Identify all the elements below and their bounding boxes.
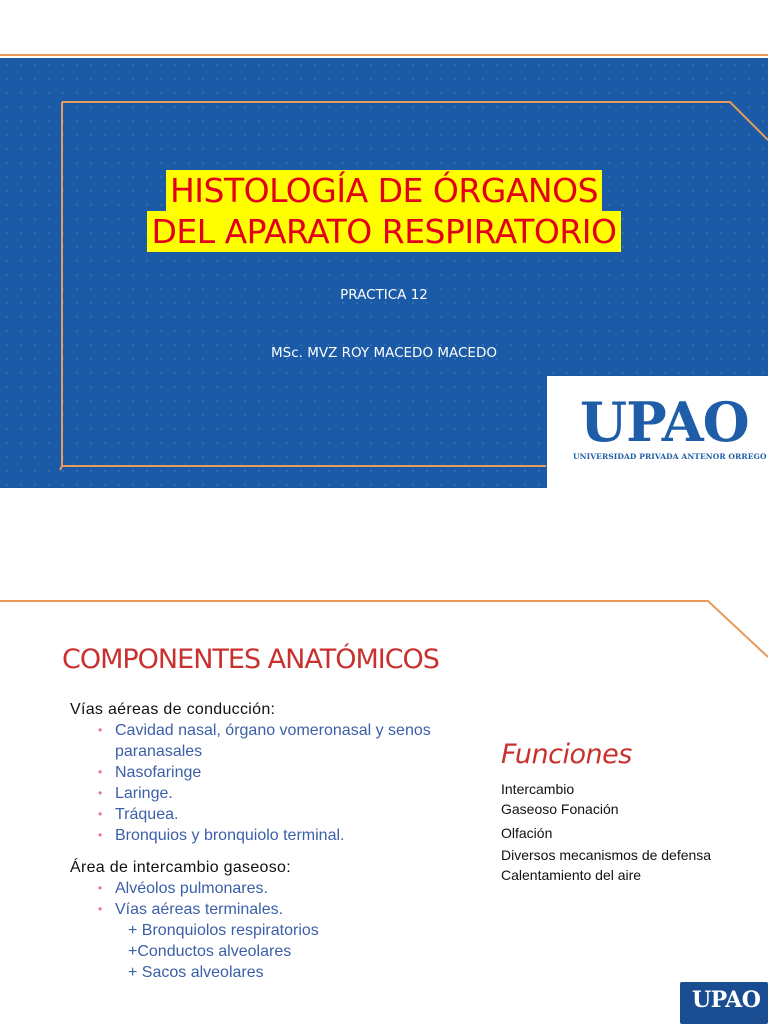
list-item: • Nasofaringe <box>98 764 202 781</box>
slide-title <box>0 170 768 252</box>
bullet-icon: • <box>98 828 103 842</box>
exchange-list <box>96 878 490 920</box>
practice-label: PRACTICA 12 <box>340 287 428 303</box>
footer-logo-text: UPAO <box>692 987 761 1013</box>
title-slide <box>0 0 768 490</box>
exchange-sublist <box>128 920 490 983</box>
bullet-icon: • <box>98 786 103 800</box>
function-item: Intercambio <box>501 781 575 797</box>
footer-logo <box>680 982 768 1024</box>
components-slide <box>0 595 768 1024</box>
list-item: • Vías aéreas terminales. <box>98 901 284 918</box>
function-item: Diversos mecanismos de defensa <box>501 847 712 863</box>
bullet-icon: • <box>98 807 103 821</box>
list-item: • Laringe. <box>98 785 173 802</box>
list-item: • Bronquios y bronquiolo terminal. <box>98 827 345 844</box>
function-item: Gaseoso Fonación <box>501 801 619 817</box>
title-line-1: HISTOLOGÍA DE ÓRGANOS <box>166 170 602 211</box>
bullet-icon: • <box>98 723 103 737</box>
sub-item: +Conductos alveolares <box>128 943 292 960</box>
function-item: Olfación <box>501 825 553 841</box>
functions-list <box>501 779 711 885</box>
title-line-2: DEL APARATO RESPIRATORIO <box>147 211 620 252</box>
bullet-icon: • <box>98 881 103 895</box>
frame-left-line <box>60 102 62 470</box>
logo-text: UPAO <box>580 390 749 454</box>
frame-top-line <box>62 102 768 140</box>
author-label: MSc. MVZ ROY MACEDO MACEDO <box>271 345 497 361</box>
list-item: • Tráquea. <box>98 806 179 823</box>
bullet-icon: • <box>98 765 103 779</box>
anatomy-list <box>70 699 490 983</box>
functions-title: Funciones <box>501 739 632 770</box>
function-item: Calentamiento del aire <box>501 867 642 883</box>
conduction-heading: Vías aéreas de conducción: <box>70 701 276 718</box>
logo-subtitle: UNIVERSIDAD PRIVADA ANTENOR ORREGO <box>573 452 767 461</box>
conduction-list <box>96 720 490 846</box>
list-item: • Alvéolos pulmonares. <box>98 880 268 897</box>
slide2-title: COMPONENTES ANATÓMICOS <box>62 644 439 675</box>
list-item: • Cavidad nasal, órgano vomeronasal y senos paranasales <box>98 722 431 760</box>
sub-item: + Bronquiolos respiratorios <box>128 922 319 939</box>
upao-logo <box>547 376 768 488</box>
bullet-icon: • <box>98 902 103 916</box>
exchange-heading: Área de intercambio gaseoso: <box>70 859 291 876</box>
sub-item: + Sacos alveolares <box>128 964 264 981</box>
